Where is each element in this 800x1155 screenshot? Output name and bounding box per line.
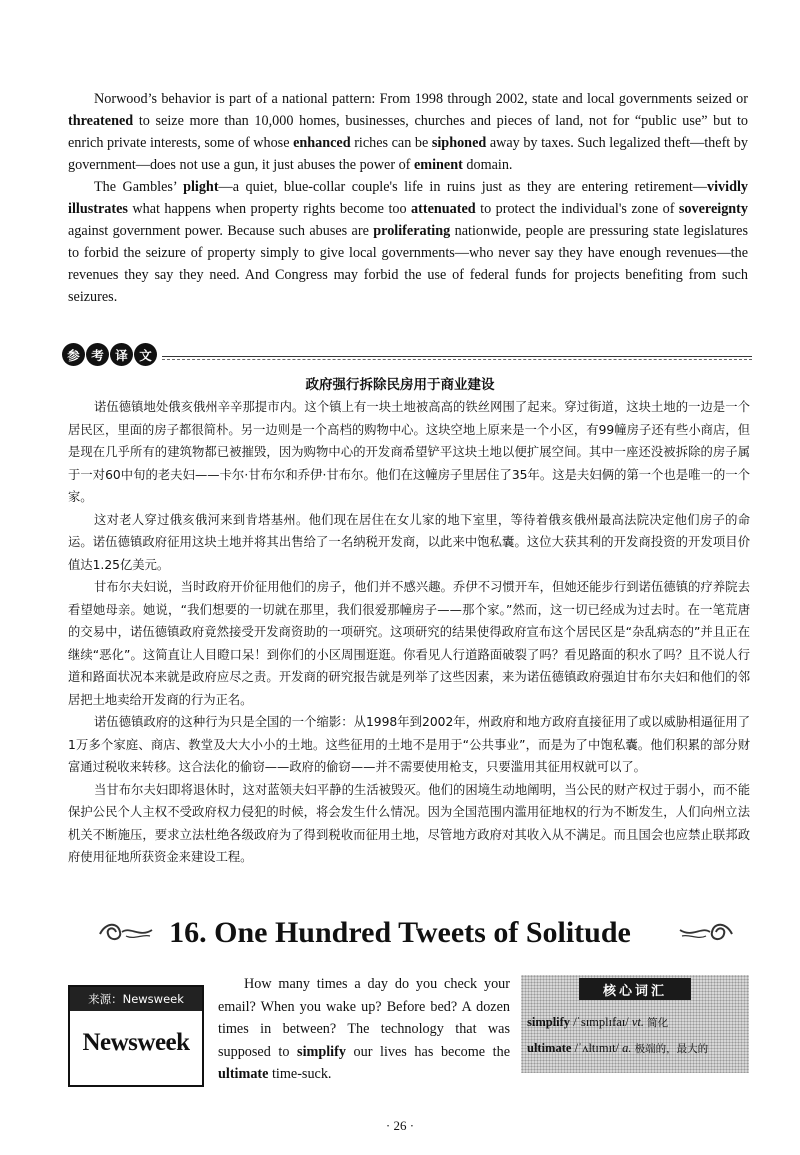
translation-header — [62, 343, 752, 369]
vocab-item-simplify — [527, 1015, 668, 1030]
header-rule — [162, 356, 752, 357]
vocab-phonetic: /ˈsɪmplɪfaɪ/ — [573, 1015, 629, 1029]
source-box — [68, 985, 204, 1087]
vocab-word: ultimate — [527, 1041, 572, 1055]
vocab-phonetic: /ˈʌltɪmɪt/ — [574, 1041, 620, 1055]
badge-char-4: 文 — [134, 343, 157, 366]
badge-char-3: 译 — [110, 343, 133, 366]
vocab-highlight: vividly illustrates — [68, 179, 748, 217]
translation-badge — [62, 343, 157, 366]
english-paragraph-2: The Gambles’ plight—a quiet, blue-collar couple's life in ruins just as they are entering retirement—vividly illustrates what happens when property rights become too attenuated to protect the individual's zone of sovereignty against government power. Because such abuses are proliferating nationwide, people are pressuring state legislatures to forbid the seizure of property simply to give local governments—who never say they have enough revenues—the revenues they say they need. And Congress may forbid the use of federal funds for projects benefiting from such seizures. — [68, 179, 748, 305]
vocabulary-title: 核心词汇 — [579, 978, 691, 1000]
english-paragraph-1: Norwood’s behavior is part of a national pattern: From 1998 through 2002, state and local governments seized or threatened to seize more than 10,000 homes, businesses, churches and pieces of land, not for “public use” but to enrich private interests, some of whose enhanced riches can be siphoned away by taxes. Such legalized theft—theft by government—does not use a gun, it just abuses the power of eminent domain. — [68, 91, 748, 173]
translation-paragraph-3: 甘布尔夫妇说，当时政府开价征用他们的房子，他们并不感兴趣。乔伊不习惯开车，但她还能步行到诺伍德镇的疗养院去看望她母亲。她说，“我们想要的一切就在那里，我们很爱那幢房子——那个家。”然而，这一切已经成为过去时。在一笔荒唐的交易中，诺伍德镇政府竟然接受开发商资助的一项研究。这项研究的结果使得政府宣布这个居民区是“杂乱病态的”并且正在继续“恶化”。这简直让人目瞪口呆！到你们的小区周围逛逛。你看见人行道路面破裂了吗？看见路面的积水了吗？且不说人行道和路面状况本来就是政府应尽之责。开发商的研究报告就是列举了这些因素，来为诺伍德镇政府强迫甘布尔夫妇和他们的邻居把土地卖给开发商的行为正名。 — [68, 580, 750, 707]
translation-body — [68, 396, 750, 869]
vocab-meaning: 简化 — [647, 1017, 669, 1029]
vocab-pos: a. — [622, 1041, 632, 1055]
vocab-highlight: simplify — [297, 1043, 346, 1060]
vocab-meaning: 极端的，最大的 — [634, 1043, 709, 1055]
badge-char-2: 考 — [86, 343, 109, 366]
vocab-highlight: siphoned — [431, 135, 487, 151]
vocab-highlight: plight — [183, 179, 219, 195]
source-label: 来源：Newsweek — [70, 987, 202, 1011]
article-title: 16. One Hundred Tweets of Solitude — [169, 916, 631, 949]
translation-paragraph-2: 这对老人穿过俄亥俄河来到肯塔基州。他们现在居住在女儿家的地下室里，等待着俄亥俄州最高法院决定他们房子的命运。诺伍德镇政府征用这块土地并将其出售给了一名纳税开发商，以此来中饱私囊。这位大获其利的开发商投资的开发项目价值达1.25亿美元。 — [68, 512, 750, 572]
header-rule-dashed — [162, 359, 752, 360]
vocab-pos: vt. — [631, 1015, 645, 1029]
right-ornament-icon — [676, 920, 736, 951]
translation-paragraph-1: 诺伍德镇地处俄亥俄州辛辛那提市内。这个镇上有一块土地被高高的铁丝网围了起来。穿过街道，这块土地的一边是一个居民区，里面的房子都很简朴。另一边则是一个高档的购物中心。这块空地上原来是一个小区，有99幢房子还有些小商店，但是现在几乎所有的建筑物都已被摧毁，因为购物中心的开发商希望铲平这块土地以便扩展空间。其中一座还没被拆除的房子属于一对60中旬的老夫妇——卡尔·甘布尔和乔伊·甘布尔。他们在这幢房子里居住了35年。这是夫妇俩的第一个也是唯一的一个家。 — [68, 400, 750, 504]
translation-paragraph-4: 诺伍德镇政府的这种行为只是全国的一个缩影：从1998年到2002年，州政府和地方政府直接征用了或以威胁相逼征用了1万多个家庭、商店、教堂及大大小小的土地。这些征用的土地不是用于“公共事业”，而是为了中饱私囊。他们积累的部分财富通过税收来转移。这合法化的偷窃——政府的偷窃——并不需要使用枪支，只要滥用其征用权就可以了。 — [68, 715, 750, 774]
english-passage — [68, 88, 748, 308]
vocab-highlight: attenuated — [411, 201, 476, 217]
vocab-highlight: ultimate — [218, 1066, 269, 1082]
article-intro — [218, 973, 510, 1086]
page-number: · 26 · — [385, 1118, 415, 1133]
vocab-item-ultimate — [527, 1041, 708, 1056]
vocab-highlight: sovereignty — [678, 201, 748, 217]
translation-paragraph-5: 当甘布尔夫妇即将退休时，这对蓝领夫妇平静的生活被毁灭。他们的困境生动地阐明，当公民的财产权过于弱小，而不能保护公民个人主权不受政府权力侵犯的时候，将会发生什么情况。因为全国范围内滥用征地权的行为不断发生，人们向州立法机关不断施压，要求立法杜绝各级政府为了得到税收而征用土地，尽管地方政府对其收入从不满足。而且国会也应禁止联邦政府使用征地所获资金来建设工程。 — [68, 782, 750, 864]
vocab-highlight: enhanced — [293, 135, 351, 151]
vocab-word: simplify — [527, 1015, 571, 1029]
vocabulary-box — [521, 975, 749, 1073]
translation-title: 政府强行拆除民房用于商业建设 — [305, 377, 495, 393]
intro-paragraph: How many times a day do you check your email? When you wake up? Before bed? A dozen times in between? The technology that was supposed to simplify our lives has become the ultimate time-suck. — [218, 976, 510, 1082]
newsweek-logo: Newsweek — [82, 1029, 190, 1056]
vocab-highlight: proliferating — [373, 223, 451, 239]
vocab-highlight: threatened — [68, 113, 134, 129]
badge-char-1: 参 — [62, 343, 85, 366]
vocab-highlight: eminent — [413, 157, 463, 173]
